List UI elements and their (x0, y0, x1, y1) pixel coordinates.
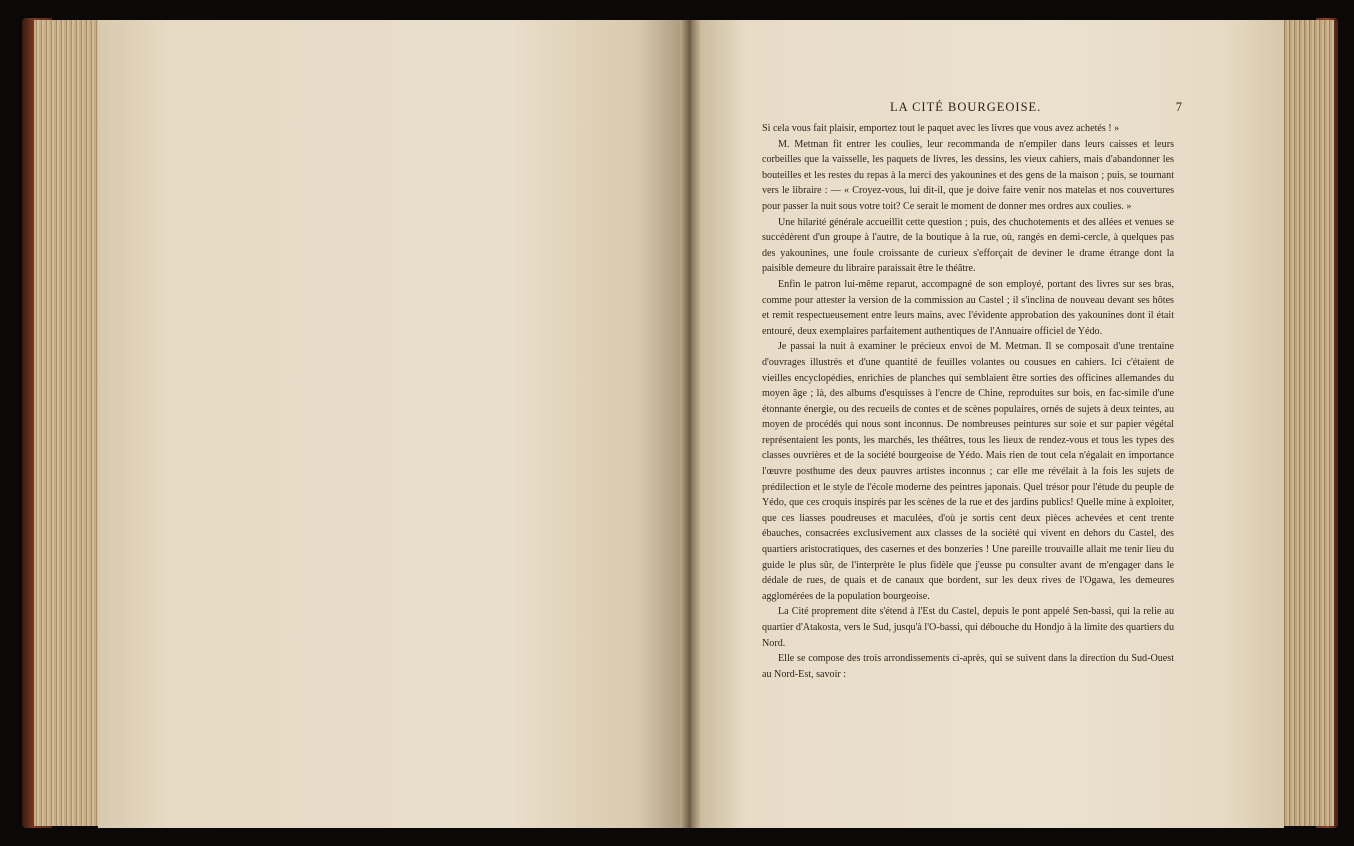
book-gutter (680, 20, 702, 828)
paragraph: M. Metman fit entrer les coulies, leur recommanda de n'empiler dans leurs caisses et leurs corbeilles que la vaisselle, les paquets de livres, les dessins, les vieux cahiers, mais d'abandonner les bouteilles et les restes du repas à la merci des yakounines et des gens de la maison ; puis, se tournant vers le libraire : — « Croyez-vous, lui dit-il, que je doive faire venir nos matelas et nos couvertures pour passer la nuit sous votre toit? Ce serait le moment de donner mes ordres aux coulies. » (762, 138, 1174, 212)
paragraph: Je passai la nuit à examiner le précieux envoi de M. Metman. Il se composait d'une trentaine d'ouvrages illustrés et d'une quantité de feuilles volantes ou cousues en cahiers. Ici c'étaient de vieilles encyclopédies, enrichies de planches qui semblaient être sorties des officines allemandes du moyen âge ; là, des albums d'esquisses à l'encre de Chine, reproduites sur bois, en fac-simile d'une étonnante énergie, ou des recueils de contes et de scènes populaires, ornés de sujets à deux teintes, au moyen de procédés qui nous sont inconnus. De nombreuses peintures sur soie et sur papier végétal représentaient les ponts, les marchés, les théâtres, tous les lieux de rendez-vous et tous les types des classes ouvrières et de la société bourgeoise de Yédo. Mais rien de tout cela n'égalait en importance l'œuvre posthume des deux pauvres artistes inconnus ; car elle me révélait à la fois les sujets de prédilection et le style de l'école moderne des peintres japonais. Quel trésor pour l'étude du peuple de Yédo, que ces croquis inspirés par les scènes de la rue et des jardins publics! Quelle mine à exploiter, que ces liasses poudreuses et maculées, d'où je sortis cent deux pièces achevées et cent trente ébauches, consacrées exclusivement aux classes de la société qui vivent en dehors du Castel, des quartiers aristocratiques, des casernes et des bonzeries ! Une pareille trouvaille allait me tenir lieu du guide le plus sûr, de l'interprète le plus fidèle que j'eusse pu consulter avant de m'engager dans le dédale de rues, de quais et de canaux que bordent, sur les deux rives de l'Ogawa, les demeures agglomérées de la population bourgeoise. (762, 341, 1174, 602)
running-head (762, 100, 1182, 118)
page-edges-right (1282, 20, 1334, 826)
paragraph: Si cela vous fait plaisir, emportez tout le paquet avec les livres que vous avez achetés ! » (762, 123, 1120, 134)
paragraph: Une hilarité générale accueillit cette question ; puis, des chuchotements et des allées et venues se succédèrent d'un groupe à l'autre, de la boutique à la rue, où, rangés en demi-cercle, à quelques pas des yakounines, une foule croissante de curieux s'efforçait de deviner le drame étrange dont la paisible demeure du libraire paraissait être le théâtre. (762, 216, 1174, 275)
body-text (762, 121, 1174, 682)
page-number: 7 (1175, 100, 1182, 114)
paragraph: La Cité proprement dite s'étend à l'Est du Castel, depuis le pont appelé Sen-bassi, qui la relie au quartier d'Atakosta, vers le Sud, jusqu'à l'O-bassi, qui débouche du Hondjo à la limite des quartiers du Nord. (762, 606, 1174, 649)
paragraph: Elle se compose des trois arrondissements ci-après, qui se suivent dans la direction du Sud-Ouest au Nord-Est, savoir : (762, 653, 1174, 680)
page-edges-left (34, 20, 100, 826)
chapter-title: LA CITÉ BOURGEOISE. (890, 100, 1042, 114)
paragraph: Enfin le patron lui-même reparut, accompagné de son employé, portant des livres sur ses bras, comme pour attester la version de la commission au Castel ; il s'inclina de nouveau devant ses hôtes et remit respectueusement entre leurs mains, avec l'évidente approbation des yakounines dont il était entouré, deux exemplaires parfaitement authentiques de l'Annuaire officiel de Yédo. (762, 278, 1174, 337)
left-page-blank (98, 20, 686, 828)
